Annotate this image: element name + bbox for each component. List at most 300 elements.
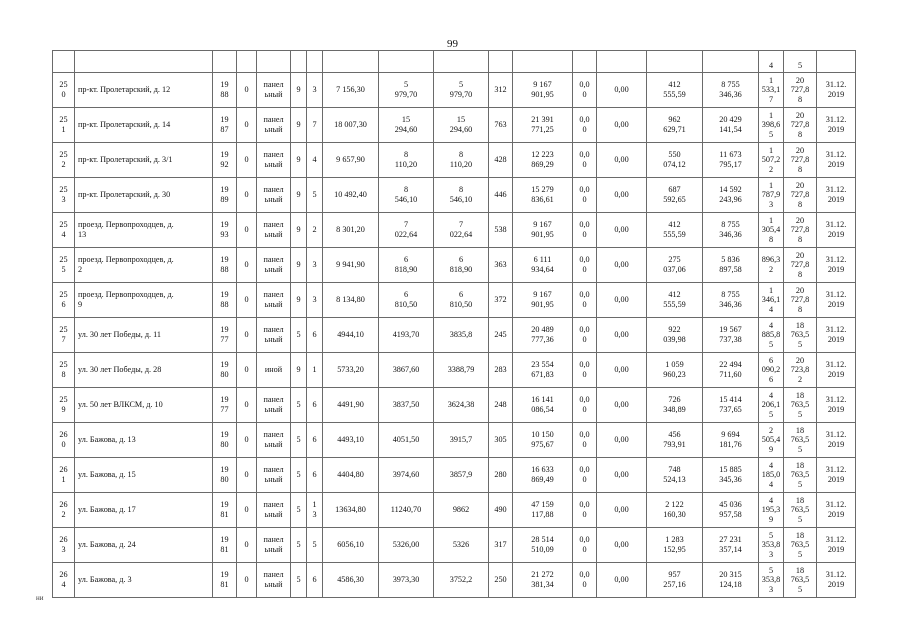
cell-total-area: 9 657,90 xyxy=(323,143,379,178)
cell-cost-3: 0,00 xyxy=(597,423,647,458)
cell-cost-2: 0,0 0 xyxy=(573,178,597,213)
cell-residents: 305 xyxy=(489,423,513,458)
cell-cost-2: 0,0 0 xyxy=(573,213,597,248)
cell-wear: 0 xyxy=(237,563,257,598)
cell-total-cost: 23 554 671,83 xyxy=(513,353,573,388)
cell-cost-2: 0,0 0 xyxy=(573,353,597,388)
cell-total-area: 8 134,80 xyxy=(323,283,379,318)
cell-cost-4: 412 555,59 xyxy=(647,213,703,248)
cell-build-year: 19 87 xyxy=(213,108,237,143)
cell-living-area: 5326,00 xyxy=(379,528,434,563)
cell-living-area: 8 110,20 xyxy=(379,143,434,178)
cell-cost-3: 0,00 xyxy=(597,458,647,493)
cell-entrances: 6 xyxy=(307,388,323,423)
cell-area-owned: 3857,9 xyxy=(434,458,489,493)
cell-entrances: 7 xyxy=(307,108,323,143)
cell-wall-material: панел ьный xyxy=(257,283,291,318)
cell-build-year: 19 88 xyxy=(213,283,237,318)
cell-residents xyxy=(489,51,513,73)
table-row xyxy=(53,213,856,248)
cell-specific-cost: 1 533,1 7 xyxy=(759,73,784,108)
cell-entrances: 3 xyxy=(307,283,323,318)
cell-specific-cost: 1 398,6 5 xyxy=(759,108,784,143)
cell-max-cost: 18 763,5 5 xyxy=(784,423,817,458)
table-row xyxy=(53,283,856,318)
cell-area-owned xyxy=(434,51,489,73)
cell-cost-5: 27 231 357,14 xyxy=(703,528,759,563)
cell-area-owned: 5 979,70 xyxy=(434,73,489,108)
cell-address: проезд. Первопроходцев, д. 13 xyxy=(75,213,213,248)
cell-wear: 0 xyxy=(237,248,257,283)
cell-total-area: 10 492,40 xyxy=(323,178,379,213)
cell-cost-2: 0,0 0 xyxy=(573,283,597,318)
footer-mark: ни xyxy=(36,594,44,602)
cell-wall-material: иной xyxy=(257,353,291,388)
cell-row-number: 25 7 xyxy=(53,318,75,353)
cell-deadline: 31.12. 2019 xyxy=(817,563,856,598)
cell-cost-3: 0,00 xyxy=(597,493,647,528)
cell-entrances: 6 xyxy=(307,458,323,493)
cell-specific-cost: 1 346,1 4 xyxy=(759,283,784,318)
cell-cost-3: 0,00 xyxy=(597,318,647,353)
cell-living-area: 15 294,60 xyxy=(379,108,434,143)
cell-entrances: 1 xyxy=(307,353,323,388)
cell-entrances: 2 xyxy=(307,213,323,248)
cell-residents: 372 xyxy=(489,283,513,318)
cell-living-area xyxy=(379,51,434,73)
cell-wall-material: панел ьный xyxy=(257,563,291,598)
cell-address: проезд. Первопроходцев, д. 2 xyxy=(75,248,213,283)
cell-total-cost: 12 223 869,29 xyxy=(513,143,573,178)
cell-specific-cost: 896,3 2 xyxy=(759,248,784,283)
cell-entrances: 3 xyxy=(307,248,323,283)
cell-build-year: 19 88 xyxy=(213,73,237,108)
cell-row-number: 25 0 xyxy=(53,73,75,108)
cell-area-owned: 3752,2 xyxy=(434,563,489,598)
cell-floors: 5 xyxy=(291,388,307,423)
cell-build-year: 19 81 xyxy=(213,563,237,598)
cell-wear: 0 xyxy=(237,143,257,178)
cell-deadline: 31.12. 2019 xyxy=(817,283,856,318)
cell-cost-3: 0,00 xyxy=(597,213,647,248)
cell-living-area: 8 546,10 xyxy=(379,178,434,213)
cell-cost-4: 962 629,71 xyxy=(647,108,703,143)
cell-total-area xyxy=(323,51,379,73)
cell-cost-3: 0,00 xyxy=(597,353,647,388)
cell-build-year: 19 81 xyxy=(213,493,237,528)
cell-cost-5: 11 673 795,17 xyxy=(703,143,759,178)
cell-cost-5: 20 315 124,18 xyxy=(703,563,759,598)
cell-cost-2: 0,0 0 xyxy=(573,458,597,493)
cell-living-area: 4051,50 xyxy=(379,423,434,458)
cell-row-number xyxy=(53,51,75,73)
cell-area-owned: 3835,8 xyxy=(434,318,489,353)
cell-address: ул. Бажова, д. 24 xyxy=(75,528,213,563)
cell-cost-3: 0,00 xyxy=(597,108,647,143)
cell-cost-4: 275 037,06 xyxy=(647,248,703,283)
cell-living-area: 11240,70 xyxy=(379,493,434,528)
cell-cost-4: 687 592,65 xyxy=(647,178,703,213)
cell-cost-5 xyxy=(703,51,759,73)
cell-area-owned: 15 294,60 xyxy=(434,108,489,143)
page-number: 99 xyxy=(447,38,458,50)
cell-deadline: 31.12. 2019 xyxy=(817,213,856,248)
cell-wear: 0 xyxy=(237,108,257,143)
cell-total-cost: 47 159 117,88 xyxy=(513,493,573,528)
cell-floors: 5 xyxy=(291,423,307,458)
header-row xyxy=(53,51,856,73)
table-row xyxy=(53,423,856,458)
cell-cost-5: 15 885 345,36 xyxy=(703,458,759,493)
cell-cost-3: 0,00 xyxy=(597,283,647,318)
cell-wear: 0 xyxy=(237,458,257,493)
cell-residents: 763 xyxy=(489,108,513,143)
cell-wear: 0 xyxy=(237,388,257,423)
cell-wall-material: панел ьный xyxy=(257,143,291,178)
cell-area-owned: 3624,38 xyxy=(434,388,489,423)
cell-living-area: 3867,60 xyxy=(379,353,434,388)
cell-residents: 248 xyxy=(489,388,513,423)
cell-deadline: 31.12. 2019 xyxy=(817,528,856,563)
cell-area-owned: 7 022,64 xyxy=(434,213,489,248)
cell-floors: 5 xyxy=(291,563,307,598)
cell-address: пр-кт. Пролетарский, д. 14 xyxy=(75,108,213,143)
cell-residents: 312 xyxy=(489,73,513,108)
table-row xyxy=(53,108,856,143)
cell-area-owned: 8 110,20 xyxy=(434,143,489,178)
cell-row-number: 26 1 xyxy=(53,458,75,493)
cell-living-area: 6 810,50 xyxy=(379,283,434,318)
cell-wall-material: панел ьный xyxy=(257,528,291,563)
cell-area-owned: 6 810,50 xyxy=(434,283,489,318)
cell-cost-3: 0,00 xyxy=(597,563,647,598)
cell-cost-2 xyxy=(573,51,597,73)
cell-cost-2: 0,0 0 xyxy=(573,108,597,143)
cell-max-cost: 18 763,5 5 xyxy=(784,563,817,598)
cell-wear: 0 xyxy=(237,423,257,458)
cell-floors: 9 xyxy=(291,73,307,108)
cell-wall-material: панел ьный xyxy=(257,178,291,213)
cell-residents: 428 xyxy=(489,143,513,178)
cell-floors: 9 xyxy=(291,213,307,248)
cell-cost-2: 0,0 0 xyxy=(573,563,597,598)
cell-build-year: 19 93 xyxy=(213,213,237,248)
cell-cost-5: 15 414 737,65 xyxy=(703,388,759,423)
table-row xyxy=(53,458,856,493)
cell-specific-cost: 5 353,8 3 xyxy=(759,563,784,598)
cell-max-cost: 20 727,8 8 xyxy=(784,248,817,283)
cell-specific-cost: 4 885,8 5 xyxy=(759,318,784,353)
cell-specific-cost: 4 206,1 5 xyxy=(759,388,784,423)
cell-build-year: 19 80 xyxy=(213,423,237,458)
cell-total-area: 4491,90 xyxy=(323,388,379,423)
cell-address: ул. Бажова, д. 13 xyxy=(75,423,213,458)
cell-residents: 363 xyxy=(489,248,513,283)
cell-total-cost: 6 111 934,64 xyxy=(513,248,573,283)
cell-residents: 317 xyxy=(489,528,513,563)
cell-wear: 0 xyxy=(237,318,257,353)
cell-living-area: 3837,50 xyxy=(379,388,434,423)
cell-deadline: 31.12. 2019 xyxy=(817,353,856,388)
table-row xyxy=(53,493,856,528)
cell-row-number: 26 3 xyxy=(53,528,75,563)
cell-floors: 5 xyxy=(291,528,307,563)
cell-cost-2: 0,0 0 xyxy=(573,528,597,563)
cell-cost-3: 0,00 xyxy=(597,528,647,563)
cell-row-number: 25 9 xyxy=(53,388,75,423)
cell-address: ул. 30 лет Победы, д. 11 xyxy=(75,318,213,353)
cell-deadline: 31.12. 2019 xyxy=(817,388,856,423)
cell-deadline: 31.12. 2019 xyxy=(817,143,856,178)
cell-max-cost: 18 763,5 5 xyxy=(784,528,817,563)
cell-floors: 5 xyxy=(291,318,307,353)
cell-specific-cost: 1 305,4 8 xyxy=(759,213,784,248)
table-row xyxy=(53,353,856,388)
cell-wall-material: панел ьный xyxy=(257,493,291,528)
cell-specific-cost: 5 353,8 3 xyxy=(759,528,784,563)
cell-floors: 9 xyxy=(291,108,307,143)
cell-cost-5: 19 567 737,38 xyxy=(703,318,759,353)
cell-wear: 0 xyxy=(237,528,257,563)
cell-row-number: 26 4 xyxy=(53,563,75,598)
cell-address: ул. Бажова, д. 3 xyxy=(75,563,213,598)
cell-build-year: 19 80 xyxy=(213,353,237,388)
cell-specific-cost: 2 505,4 9 xyxy=(759,423,784,458)
cell-wall-material: панел ьный xyxy=(257,458,291,493)
cell-entrances: 5 xyxy=(307,528,323,563)
cell-deadline xyxy=(817,51,856,73)
cell-area-owned: 5326 xyxy=(434,528,489,563)
cell-living-area: 3974,60 xyxy=(379,458,434,493)
table-row xyxy=(53,73,856,108)
cell-cost-2: 0,0 0 xyxy=(573,493,597,528)
table-row xyxy=(53,388,856,423)
cell-address: ул. Бажова, д. 17 xyxy=(75,493,213,528)
cell-total-area: 5733,20 xyxy=(323,353,379,388)
cell-cost-5: 20 429 141,54 xyxy=(703,108,759,143)
cell-total-cost: 16 633 869,49 xyxy=(513,458,573,493)
cell-residents: 250 xyxy=(489,563,513,598)
cell-cost-2: 0,0 0 xyxy=(573,388,597,423)
cell-area-owned: 3388,79 xyxy=(434,353,489,388)
cell-wear xyxy=(237,51,257,73)
cell-build-year: 19 77 xyxy=(213,388,237,423)
cell-total-cost: 15 279 836,61 xyxy=(513,178,573,213)
cell-max-cost: 18 763,5 5 xyxy=(784,458,817,493)
table-row xyxy=(53,528,856,563)
cell-total-cost: 9 167 901,95 xyxy=(513,213,573,248)
cell-max-cost: 18 763,5 5 xyxy=(784,318,817,353)
cell-total-area: 18 007,30 xyxy=(323,108,379,143)
cell-specific-cost: 4 185,0 4 xyxy=(759,458,784,493)
cell-cost-2: 0,0 0 xyxy=(573,73,597,108)
cell-build-year xyxy=(213,51,237,73)
cell-max-cost: 18 763,5 5 xyxy=(784,493,817,528)
cell-total-cost: 10 150 975,67 xyxy=(513,423,573,458)
cell-wall-material xyxy=(257,51,291,73)
cell-wear: 0 xyxy=(237,73,257,108)
cell-cost-5: 8 755 346,36 xyxy=(703,283,759,318)
cell-entrances xyxy=(307,51,323,73)
cell-total-area: 4493,10 xyxy=(323,423,379,458)
cell-build-year: 19 80 xyxy=(213,458,237,493)
cell-build-year: 19 88 xyxy=(213,248,237,283)
cell-wear: 0 xyxy=(237,213,257,248)
table-row xyxy=(53,178,856,213)
cell-cost-5: 9 694 181,76 xyxy=(703,423,759,458)
cell-total-area: 8 301,20 xyxy=(323,213,379,248)
cell-residents: 245 xyxy=(489,318,513,353)
cell-row-number: 26 2 xyxy=(53,493,75,528)
cell-cost-2: 0,0 0 xyxy=(573,318,597,353)
cell-area-owned: 6 818,90 xyxy=(434,248,489,283)
cell-living-area: 4193,70 xyxy=(379,318,434,353)
cell-build-year: 19 92 xyxy=(213,143,237,178)
cell-area-owned: 9862 xyxy=(434,493,489,528)
cell-total-area: 4404,80 xyxy=(323,458,379,493)
cell-cost-2: 0,0 0 xyxy=(573,248,597,283)
cell-max-cost: 20 727,8 8 xyxy=(784,108,817,143)
cell-total-cost: 21 272 381,34 xyxy=(513,563,573,598)
cell-address: ул. Бажова, д. 15 xyxy=(75,458,213,493)
cell-address: ул. 50 лет ВЛКСМ, д. 10 xyxy=(75,388,213,423)
cell-cost-4: 412 555,59 xyxy=(647,73,703,108)
cell-deadline: 31.12. 2019 xyxy=(817,458,856,493)
cell-entrances: 6 xyxy=(307,318,323,353)
cell-wall-material: панел ьный xyxy=(257,73,291,108)
cell-wall-material: панел ьный xyxy=(257,318,291,353)
cell-cost-3: 0,00 xyxy=(597,248,647,283)
cell-wall-material: панел ьный xyxy=(257,213,291,248)
cell-cost-3: 0,00 xyxy=(597,73,647,108)
cell-total-area: 13634,80 xyxy=(323,493,379,528)
cell-floors: 9 xyxy=(291,178,307,213)
cell-entrances: 6 xyxy=(307,423,323,458)
cell-living-area: 6 818,90 xyxy=(379,248,434,283)
cell-wall-material: панел ьный xyxy=(257,248,291,283)
cell-entrances: 6 xyxy=(307,563,323,598)
cell-entrances: 3 xyxy=(307,73,323,108)
cell-residents: 538 xyxy=(489,213,513,248)
cell-residents: 280 xyxy=(489,458,513,493)
cell-address: проезд. Первопроходцев, д. 9 xyxy=(75,283,213,318)
cell-build-year: 19 81 xyxy=(213,528,237,563)
cell-cost-4: 1 059 960,23 xyxy=(647,353,703,388)
cell-deadline: 31.12. 2019 xyxy=(817,178,856,213)
cell-cost-2: 0,0 0 xyxy=(573,143,597,178)
cell-living-area: 3973,30 xyxy=(379,563,434,598)
cell-floors xyxy=(291,51,307,73)
cell-cost-4: 748 524,13 xyxy=(647,458,703,493)
cell-max-cost: 20 727,8 8 xyxy=(784,283,817,318)
cell-deadline: 31.12. 2019 xyxy=(817,248,856,283)
cell-cost-2: 0,0 0 xyxy=(573,423,597,458)
cell-total-cost: 21 391 771,25 xyxy=(513,108,573,143)
cell-total-area: 4944,10 xyxy=(323,318,379,353)
cell-max-cost: 18 763,5 5 xyxy=(784,388,817,423)
cell-total-cost: 28 514 510,09 xyxy=(513,528,573,563)
cell-cost-3: 0,00 xyxy=(597,388,647,423)
cell-cost-4: 726 348,89 xyxy=(647,388,703,423)
cell-total-area: 4586,30 xyxy=(323,563,379,598)
cell-living-area: 7 022,64 xyxy=(379,213,434,248)
cell-row-number: 25 5 xyxy=(53,248,75,283)
cell-floors: 9 xyxy=(291,143,307,178)
cell-floors: 9 xyxy=(291,283,307,318)
cell-max-cost: 20 727,8 8 xyxy=(784,73,817,108)
cell-address: ул. 30 лет Победы, д. 28 xyxy=(75,353,213,388)
cell-max-cost: 20 727,8 8 xyxy=(784,178,817,213)
cell-cost-5: 22 494 711,60 xyxy=(703,353,759,388)
cell-floors: 5 xyxy=(291,458,307,493)
cell-entrances: 1 3 xyxy=(307,493,323,528)
cell-address: пр-кт. Пролетарский, д. 30 xyxy=(75,178,213,213)
cell-address xyxy=(75,51,213,73)
cell-residents: 283 xyxy=(489,353,513,388)
cell-area-owned: 8 546,10 xyxy=(434,178,489,213)
cell-wall-material: панел ьный xyxy=(257,108,291,143)
cell-max-cost: 20 727,8 8 xyxy=(784,213,817,248)
cell-row-number: 25 2 xyxy=(53,143,75,178)
cell-cost-4: 456 793,91 xyxy=(647,423,703,458)
cell-row-number: 26 0 xyxy=(53,423,75,458)
cell-residents: 446 xyxy=(489,178,513,213)
table-row xyxy=(53,143,856,178)
cell-wall-material: панел ьный xyxy=(257,423,291,458)
cell-total-cost: 9 167 901,95 xyxy=(513,283,573,318)
cell-wall-material: панел ьный xyxy=(257,388,291,423)
cell-cost-3 xyxy=(597,51,647,73)
cell-cost-5: 8 755 346,36 xyxy=(703,213,759,248)
cell-max-cost: 20 727,8 8 xyxy=(784,143,817,178)
cell-wear: 0 xyxy=(237,353,257,388)
cell-specific-cost: 6 090,2 6 xyxy=(759,353,784,388)
cell-build-year: 19 89 xyxy=(213,178,237,213)
cell-specific-cost: 4 195,3 9 xyxy=(759,493,784,528)
cell-cost-4: 2 122 160,30 xyxy=(647,493,703,528)
cell-row-number: 25 3 xyxy=(53,178,75,213)
cell-cost-5: 8 755 346,36 xyxy=(703,73,759,108)
cell-specific-cost: 1 787,9 3 xyxy=(759,178,784,213)
cell-deadline: 31.12. 2019 xyxy=(817,108,856,143)
cell-entrances: 4 xyxy=(307,143,323,178)
cell-wear: 0 xyxy=(237,283,257,318)
cell-address: пр-кт. Пролетарский, д. 12 xyxy=(75,73,213,108)
cell-row-number: 25 4 xyxy=(53,213,75,248)
cell-build-year: 19 77 xyxy=(213,318,237,353)
cell-deadline: 31.12. 2019 xyxy=(817,73,856,108)
cell-residents: 490 xyxy=(489,493,513,528)
cell-wear: 0 xyxy=(237,178,257,213)
cell-row-number: 25 1 xyxy=(53,108,75,143)
cell-total-cost: 20 489 777,36 xyxy=(513,318,573,353)
cell-row-number: 25 8 xyxy=(53,353,75,388)
cell-max-cost: 5 xyxy=(784,51,817,73)
cell-entrances: 5 xyxy=(307,178,323,213)
table-body xyxy=(53,51,856,598)
cell-cost-4: 412 555,59 xyxy=(647,283,703,318)
cell-cost-3: 0,00 xyxy=(597,143,647,178)
cell-cost-3: 0,00 xyxy=(597,178,647,213)
cell-total-cost: 16 141 086,54 xyxy=(513,388,573,423)
housing-register-table xyxy=(52,50,856,598)
cell-deadline: 31.12. 2019 xyxy=(817,423,856,458)
table-row xyxy=(53,248,856,283)
cell-total-area: 6056,10 xyxy=(323,528,379,563)
cell-cost-4: 1 283 152,95 xyxy=(647,528,703,563)
cell-deadline: 31.12. 2019 xyxy=(817,318,856,353)
cell-wear: 0 xyxy=(237,493,257,528)
